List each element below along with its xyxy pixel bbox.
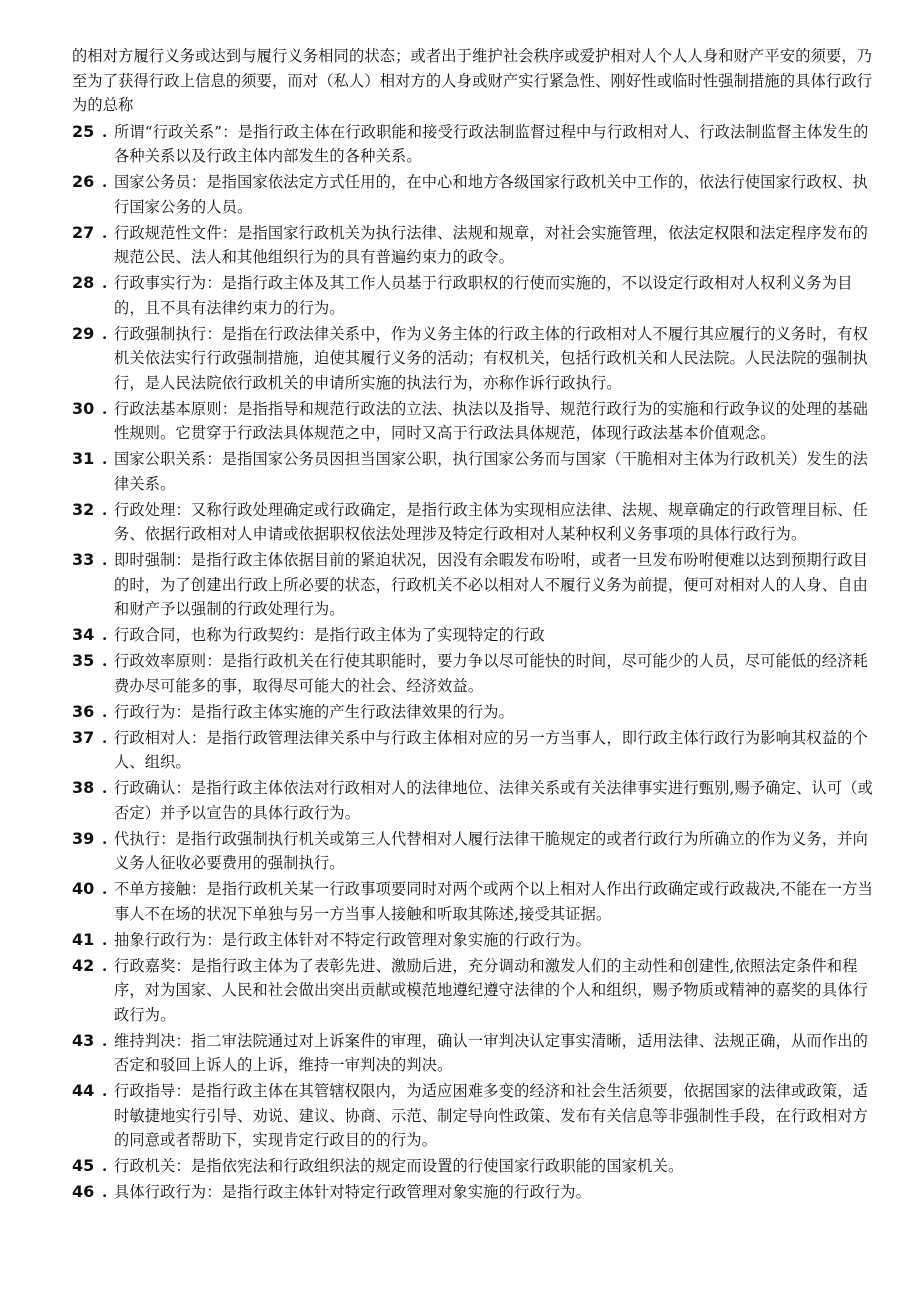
item-number: 27 [72, 222, 95, 242]
definition-item [72, 954, 882, 1028]
item-dot: . [102, 500, 108, 519]
item-number: 43 [72, 1030, 95, 1050]
item-dot: . [102, 551, 108, 569]
item-number: 36 [72, 701, 95, 721]
item-dot: . [102, 223, 108, 242]
item-dot: . [102, 399, 108, 418]
item-dot: . [102, 274, 108, 292]
item-text: 具体行政行为：是指行政主体针对特定行政管理对象实施的行政行为。 [114, 1183, 592, 1201]
definition-list [72, 120, 882, 1205]
item-dot: . [102, 1157, 108, 1175]
item-dot: . [102, 450, 108, 468]
item-number: 40 [72, 879, 95, 898]
item-dot: . [102, 829, 108, 848]
item-number: 29 [72, 323, 95, 343]
definition-item [72, 649, 882, 698]
item-text: 维持判决：指二审法院通过对上诉案件的审理，确认一审判决认定事实清晰，适用法律、法规正确，从而作出的否定和驳回上诉人的上诉，维持一审判决的判决。 [114, 1031, 868, 1074]
definition-item [72, 498, 882, 547]
item-number: 25 [72, 121, 95, 141]
intro-paragraph: 的相对方履行义务或达到与履行义务相同的状态；或者出于维护社会秩序或爱护相对人个人人身和财产平安的须要，乃至为了获得行政上信息的须要，而对（私人）相对方的人身或财产实行紧急性、刚好性或临时性强制措施的具体行政行为的总称 [72, 47, 873, 114]
item-text: 行政合同，也称为行政契约：是指行政主体为了实现特定的行政 [114, 626, 545, 644]
definition-item [72, 1154, 882, 1179]
definition-item [72, 271, 882, 320]
item-text: 行政机关：是指依宪法和行政组织法的规定而设置的行使国家行政职能的国家机关。 [114, 1157, 684, 1175]
document-page [72, 44, 882, 1206]
item-dot: . [102, 930, 108, 949]
item-dot: . [102, 1183, 108, 1201]
item-text: 所谓“行政关系”：是指行政主体在行政职能和接受行政法制监督过程中与行政相对人、行政法制监督主体发生的各种关系以及行政主体内部发生的各种关系。 [114, 122, 869, 165]
definition-item [72, 877, 882, 926]
item-text: 行政事实行为：是指行政主体及其工作人员基于行政职权的行使而实施的，不以设定行政相对人权利义务为目的，且不具有法律约束力的行为。 [114, 274, 853, 317]
definition-item [72, 322, 882, 396]
item-dot: . [102, 122, 108, 141]
item-dot: . [102, 956, 108, 975]
item-number: 35 [72, 651, 95, 670]
item-number: 30 [72, 398, 95, 418]
item-dot: . [102, 728, 108, 747]
item-text: 行政指导：是指行政主体在其管辖权限内，为适应困难多变的经济和社会生活须要，依据国家的法律或政策，适时敏捷地实行引导、劝说、建议、协商、示范、制定导向性政策、发布有关信息等非强制性手段，在行政相对方的同意或者帮助下，实现肯定行政目的的行为。 [114, 1082, 868, 1149]
definition-item [72, 1180, 882, 1205]
item-number: 42 [72, 955, 95, 975]
item-text: 行政处理：又称行政处理确定或行政确定，是指行政主体为实现相应法律、法规、规章确定的行政管理目标、任务、依据行政相对人申请或依据职权依法处理涉及特定行政相对人某种权利义务事项的具体行政行为。 [114, 500, 868, 543]
item-dot: . [102, 652, 108, 670]
item-number: 46 [72, 1182, 95, 1201]
definition-item [72, 776, 882, 825]
item-text: 行政强制执行：是指在行政法律关系中，作为义务主体的行政主体的行政相对人不履行其应履行的义务时，有权机关依法实行行政强制措施，迫使其履行义务的活动；有权机关，包括行政机关和人民法院。人民法院的强制执行，是人民法院依行政机关的申请所实施的执法行为，亦称作诉行政执行。 [114, 324, 868, 392]
item-text: 行政规范性文件：是指国家行政机关为执行法律、法规和规章，对社会实施管理，依法定权限和法定程序发布的规范公民、法人和其他组织行为的具有普遍约束力的政令。 [114, 223, 868, 266]
item-text: 国家公职关系：是指国家公务员因担当国家公职，执行国家公务而与国家（干脆相对主体为行政机关）发生的法律关系。 [114, 450, 868, 493]
item-dot: . [102, 702, 108, 721]
definition-item [72, 827, 882, 876]
item-text: 代执行：是指行政强制执行机关或第三人代替相对人履行法律干脆规定的或者行政行为所确立的作为义务，并向义务人征收必要费用的强制执行。 [114, 829, 868, 872]
item-text: 抽象行政行为：是行政主体针对不特定行政管理对象实施的行政行为。 [114, 930, 592, 949]
item-text: 即时强制：是指行政主体依据目前的紧迫状况，因没有余暇发布吩咐，或者一旦发布吩咐便难以达到预期行政目的时，为了创建出行政上所必要的状态，行政机关不必以相对人不履行义务为前提，便可对相对人的人身、自由和财产予以强制的行政处理行为。 [114, 551, 868, 618]
definition-item [72, 1079, 882, 1153]
item-dot: . [102, 779, 108, 797]
definition-item [72, 397, 882, 446]
definition-item [72, 548, 882, 622]
item-text: 行政相对人：是指行政管理法律关系中与行政主体相对应的另一方当事人，即行政主体行政行为影响其权益的个人、组织。 [114, 728, 868, 771]
item-text: 不单方接触：是指行政机关某一行政事项要同时对两个或两个以上相对人作出行政确定或行政裁决,不能在一方当事人不在场的状况下单独与另一方当事人接触和听取其陈述,接受其证据。 [114, 880, 874, 923]
item-number: 44 [72, 1081, 95, 1100]
definition-item [72, 928, 882, 953]
definition-item [72, 120, 882, 169]
item-dot: . [102, 1082, 108, 1100]
item-number: 38 [72, 778, 95, 797]
item-number: 33 [72, 550, 95, 569]
item-dot: . [102, 1031, 108, 1050]
item-number: 28 [72, 273, 95, 292]
item-text: 行政法基本原则：是指指导和规范行政法的立法、执法以及指导、规范行政行为的实施和行政争议的处理的基础性规则。它贯穿于行政法具体规范之中，同时又高于行政法具体规范，体现行政法基本价值观念。 [114, 399, 868, 442]
item-dot: . [102, 173, 108, 191]
item-dot: . [102, 324, 108, 343]
item-text: 行政效率原则：是指行政机关在行使其职能时，要力争以尽可能快的时间，尽可能少的人员，尽可能低的经济耗费办尽可能多的事，取得尽可能大的社会、经济效益。 [114, 652, 868, 695]
item-number: 31 [72, 449, 95, 468]
definition-item [72, 170, 882, 219]
item-number: 45 [72, 1156, 95, 1175]
item-text: 国家公务员：是指国家依法定方式任用的，在中心和地方各级国家行政机关中工作的，依法行使国家行政权、执行国家公务的人员。 [114, 173, 868, 216]
definition-item [72, 726, 882, 775]
item-number: 41 [72, 929, 95, 949]
definition-item [72, 623, 882, 648]
item-number: 32 [72, 499, 95, 519]
item-number: 37 [72, 727, 95, 747]
item-text: 行政确认：是指行政主体依法对行政相对人的法律地位、法律关系或有关法律事实进行甄别,赐予确定、认可（或否定）并予以宣告的具体行政行为。 [114, 779, 874, 822]
definition-item [72, 447, 882, 496]
item-dot: . [102, 880, 108, 898]
item-number: 34 [72, 625, 95, 644]
definition-item [72, 1029, 882, 1078]
item-dot: . [102, 626, 108, 644]
definition-item [72, 700, 882, 725]
item-number: 26 [72, 172, 95, 191]
item-text: 行政行为：是指行政主体实施的产生行政法律效果的行为。 [114, 702, 515, 721]
definition-item [72, 221, 882, 270]
item-number: 39 [72, 828, 95, 848]
item-text: 行政嘉奖：是指行政主体为了表彰先进、激励后进，充分调动和激发人们的主动性和创建性,依照法定条件和程序，对为国家、人民和社会做出突出贡献或模范地遵纪遵守法律的个人和组织，赐予物质或精神的嘉奖的具体行政行为。 [114, 956, 868, 1024]
